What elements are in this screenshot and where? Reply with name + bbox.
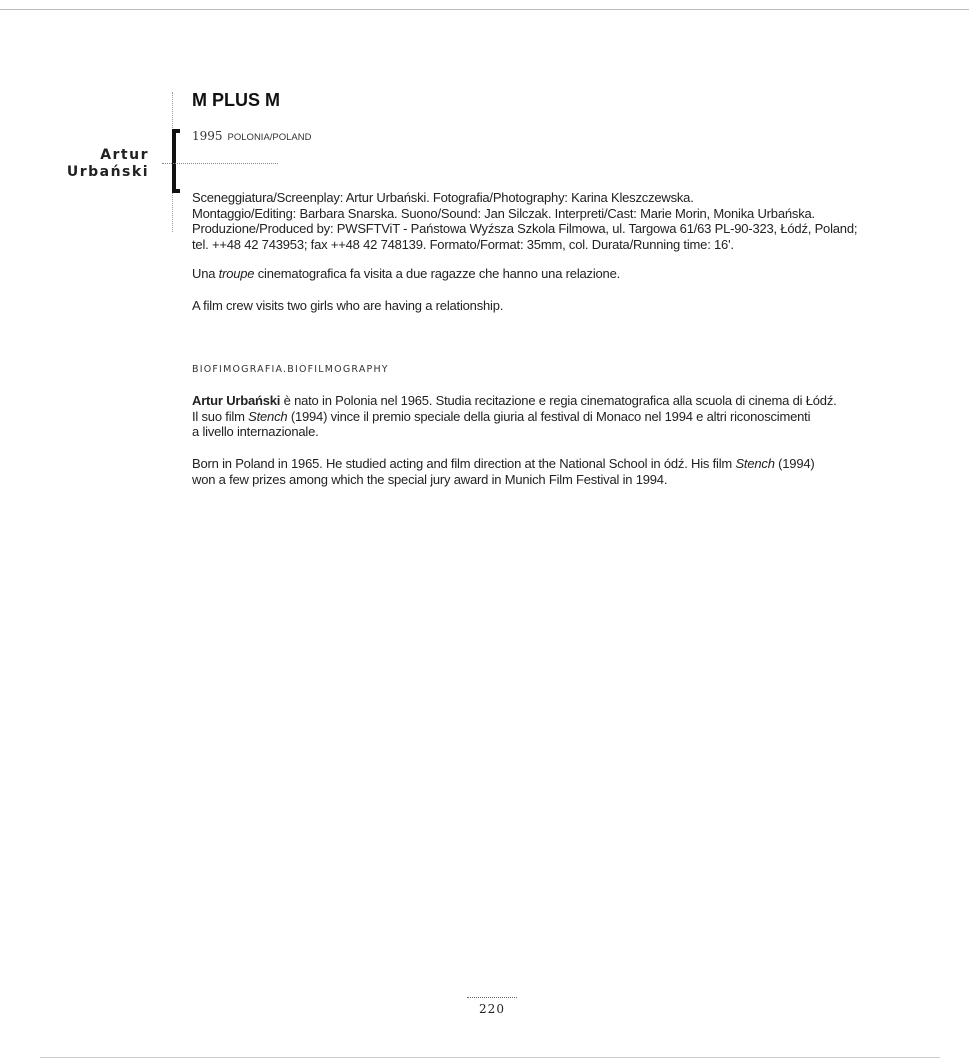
year-country-line — [192, 127, 312, 145]
bio-it-text: Il suo film — [192, 408, 249, 424]
director-name — [67, 147, 149, 181]
bio-en-film-title: Stench — [735, 456, 775, 471]
bio-it-line: a livello internazionale. — [192, 424, 319, 439]
bio-en-line — [192, 456, 815, 472]
biography-english — [192, 456, 815, 487]
horizontal-dotted-rule — [162, 163, 278, 164]
bio-it-film-title: Stench — [248, 408, 288, 424]
synopsis-italian — [192, 266, 620, 281]
biography-italian — [192, 393, 837, 440]
bio-it-line — [192, 393, 837, 409]
bio-it-line — [192, 409, 837, 425]
bio-director-name: Artur Urbański — [192, 393, 281, 408]
credits-line: Produzione/Produced by: PWSFTViT - Państowa Wyźsza Szkola Filmowa, ul. Targowa 61/63 PL-90-323, Łódź, Poland; — [192, 221, 858, 236]
credits-line: tel. ++48 42 743953; fax ++48 42 748139. Formato/Format: 35mm, col. Durata/Running time: 16'. — [192, 236, 734, 252]
page-number: 220 — [479, 1002, 505, 1016]
synopsis-it-italic: troupe — [218, 266, 255, 281]
bio-it-text: è nato in Polonia nel 1965. Studia recitazione e regia cinematografica alla scuola di cinema di Łódź. — [280, 393, 837, 408]
director-first-name: Artur — [100, 147, 149, 163]
bio-it-text: (1994) vince il premio speciale della giuria al festival di Monaco nel 1994 e altri riconoscimenti — [287, 408, 811, 424]
top-rule — [0, 9, 969, 10]
credits — [192, 190, 872, 252]
synopsis-it-text: Una — [192, 266, 219, 281]
film-country: POLONIA/POLAND — [227, 132, 312, 143]
left-bracket — [172, 129, 180, 193]
biofilmography-heading: BIOFIMOGRAFIA.BIOFILMOGRAPHY — [192, 364, 389, 375]
synopsis-english: A film crew visits two girls who are having a relationship. — [192, 298, 504, 313]
bio-en-text: (1994) — [774, 456, 815, 471]
bio-en-text: Born in Poland in 1965. He studied acting and film direction at the National School in ódź. His film — [192, 456, 736, 471]
film-year: 1995 — [192, 129, 223, 143]
credits-line: Montaggio/Editing: Barbara Snarska. Suono/Sound: Jan Silczak. Interpreti/Cast: Marie Morin, Monika Urbańska. — [192, 205, 815, 221]
page-number-rule — [467, 997, 517, 998]
film-title: M PLUS M — [192, 90, 280, 110]
bottom-rule — [40, 1057, 940, 1058]
credits-line: Sceneggiatura/Screenplay: Artur Urbański. Fotografia/Photography: Karina Kleszczewska. — [192, 190, 694, 205]
director-last-name: Urbański — [66, 164, 149, 180]
synopsis-it-text: cinematografica fa visita a due ragazze che hanno una relazione. — [254, 266, 621, 281]
bio-en-line: won a few prizes among which the special jury award in Munich Film Festival in 1994. — [192, 471, 668, 487]
